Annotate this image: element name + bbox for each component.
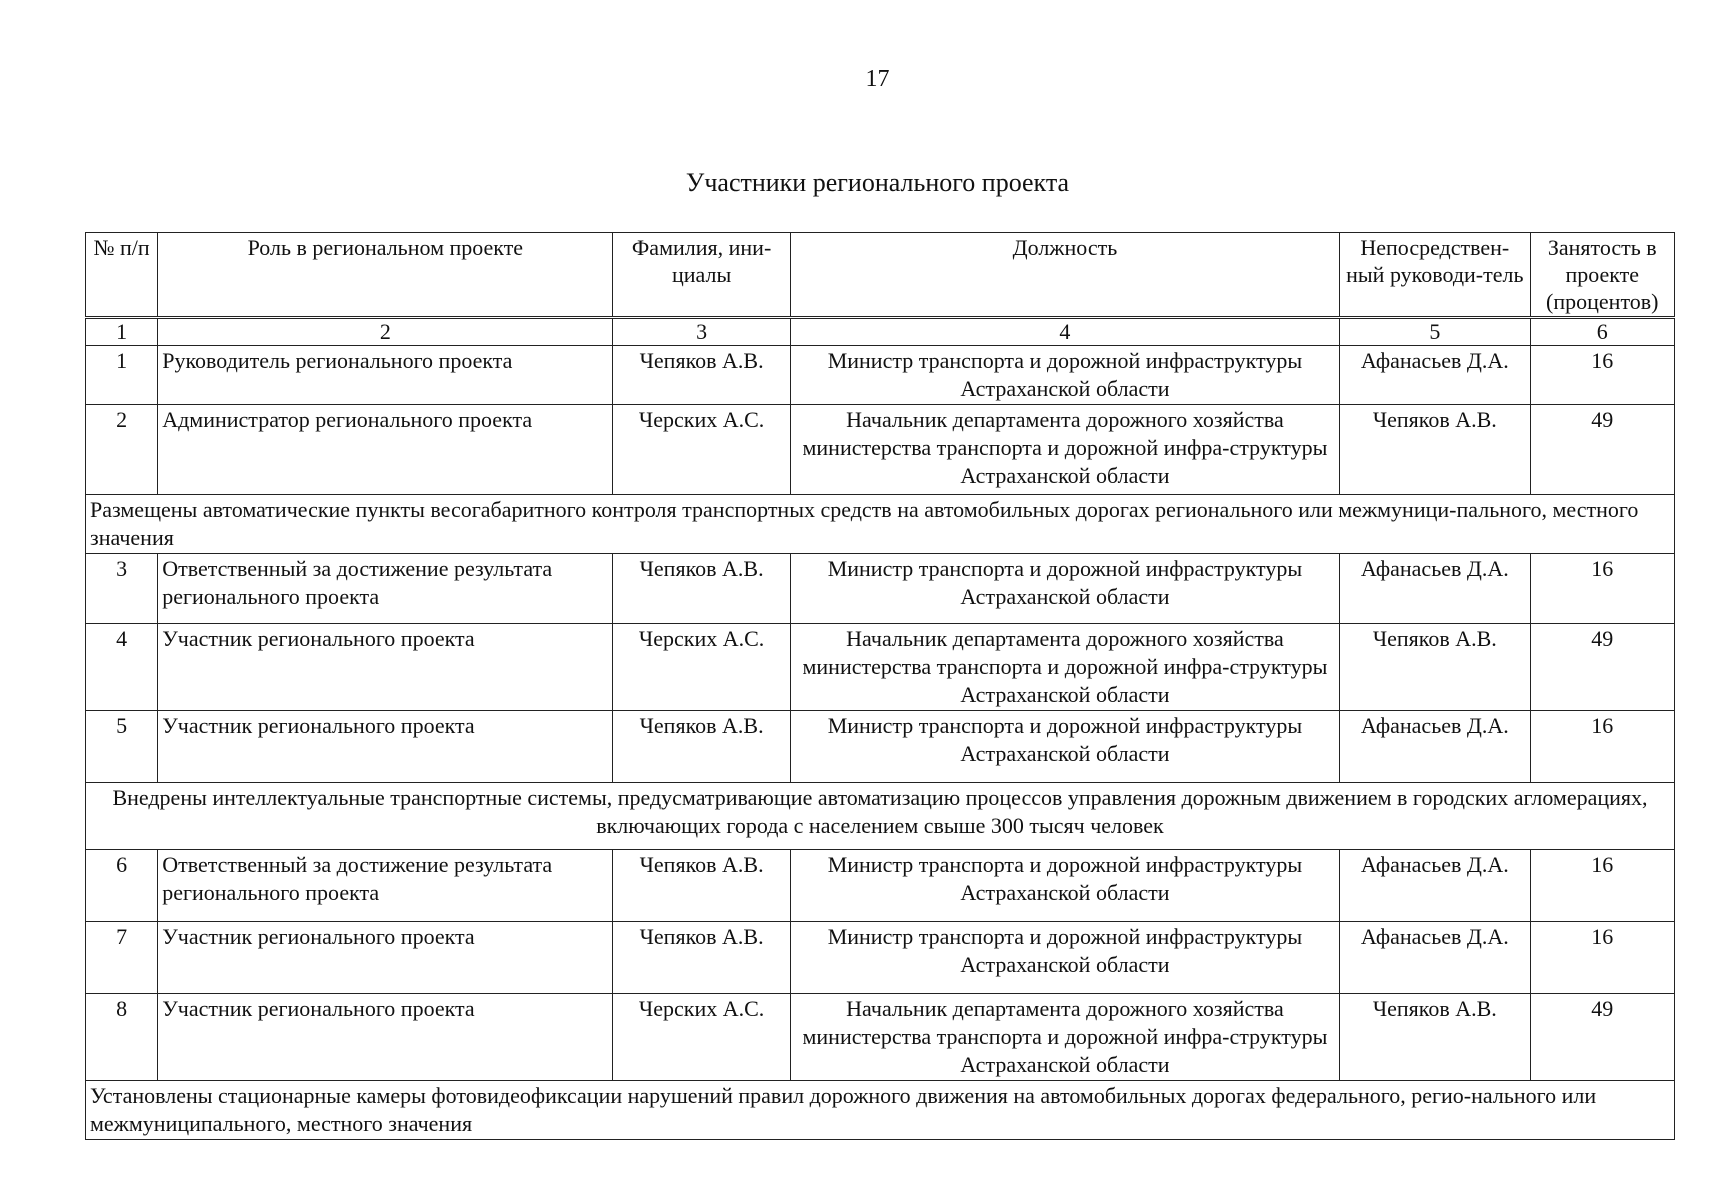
section-heading: Размещены автоматические пункты весогабаритного контроля транспортных средств на автомобильных дорогах регионального или межмуници-пального, местного значения	[86, 495, 1675, 554]
row-load: 16	[1530, 711, 1674, 783]
header-role: Роль в региональном проекте	[158, 233, 613, 318]
column-number: 2	[158, 318, 613, 346]
row-manager: Чепяков А.В.	[1340, 994, 1530, 1081]
row-load: 49	[1530, 624, 1674, 711]
row-manager: Афанасьев Д.А.	[1340, 850, 1530, 922]
row-number: 4	[86, 624, 158, 711]
row-position: Министр транспорта и дорожной инфраструктуры Астраханской области	[790, 922, 1339, 994]
column-number: 6	[1530, 318, 1674, 346]
table-row	[86, 850, 1675, 922]
section-row	[86, 783, 1675, 850]
participants-table	[85, 232, 1675, 1140]
row-number: 2	[86, 405, 158, 495]
column-number: 4	[790, 318, 1339, 346]
row-name: Чепяков А.В.	[613, 850, 790, 922]
row-role: Участник регионального проекта	[158, 711, 613, 783]
row-position: Министр транспорта и дорожной инфраструктуры Астраханской области	[790, 850, 1339, 922]
row-number: 7	[86, 922, 158, 994]
row-number: 3	[86, 554, 158, 624]
header-position: Должность	[790, 233, 1339, 318]
header-name: Фамилия, ини-циалы	[613, 233, 790, 318]
row-number: 8	[86, 994, 158, 1081]
row-manager: Чепяков А.В.	[1340, 405, 1530, 495]
row-name: Чепяков А.В.	[613, 922, 790, 994]
row-position: Начальник департамента дорожного хозяйства министерства транспорта и дорожной инфра-структуры Астраханской области	[790, 624, 1339, 711]
row-load: 49	[1530, 994, 1674, 1081]
section-heading: Внедрены интеллектуальные транспортные системы, предусматривающие автоматизацию процессов управления дорожным движением в городских агломерациях, включающих города с населением свыше 300 тысяч человек	[86, 783, 1675, 850]
table-row	[86, 994, 1675, 1081]
section-heading: Установлены стационарные камеры фотовидеофиксации нарушений правил дорожного движения на автомобильных дорогах федерального, регио-нального или межмуниципального, местного значения	[86, 1081, 1675, 1140]
row-role: Участник регионального проекта	[158, 922, 613, 994]
column-number-row	[86, 318, 1675, 346]
header-manager: Непосредствен-ный руководи-тель	[1340, 233, 1530, 318]
table-row	[86, 711, 1675, 783]
table-row	[86, 346, 1675, 405]
row-name: Чепяков А.В.	[613, 346, 790, 405]
row-load: 16	[1530, 922, 1674, 994]
row-role: Участник регионального проекта	[158, 994, 613, 1081]
section-row	[86, 1081, 1675, 1140]
column-number: 5	[1340, 318, 1530, 346]
header-load: Занятость в проекте (процентов)	[1530, 233, 1674, 318]
table-row	[86, 405, 1675, 495]
column-number: 3	[613, 318, 790, 346]
row-manager: Афанасьев Д.А.	[1340, 711, 1530, 783]
column-number: 1	[86, 318, 158, 346]
row-name: Черских А.С.	[613, 994, 790, 1081]
row-load: 16	[1530, 554, 1674, 624]
row-position: Министр транспорта и дорожной инфраструктуры Астраханской области	[790, 554, 1339, 624]
row-role: Руководитель регионального проекта	[158, 346, 613, 405]
row-number: 6	[86, 850, 158, 922]
table-row	[86, 624, 1675, 711]
row-name: Черских А.С.	[613, 405, 790, 495]
row-position: Начальник департамента дорожного хозяйства министерства транспорта и дорожной инфра-структуры Астраханской области	[790, 994, 1339, 1081]
section-row	[86, 495, 1675, 554]
page-title: Участники регионального проекта	[685, 168, 1070, 197]
page-number: 17	[865, 66, 890, 92]
row-role: Ответственный за достижение результата регионального проекта	[158, 554, 613, 624]
row-load: 16	[1530, 346, 1674, 405]
row-role: Ответственный за достижение результата регионального проекта	[158, 850, 613, 922]
row-position: Начальник департамента дорожного хозяйства министерства транспорта и дорожной инфра-структуры Астраханской области	[790, 405, 1339, 495]
row-name: Черских А.С.	[613, 624, 790, 711]
table-row	[86, 922, 1675, 994]
row-position: Министр транспорта и дорожной инфраструктуры Астраханской области	[790, 346, 1339, 405]
row-manager: Чепяков А.В.	[1340, 624, 1530, 711]
row-load: 49	[1530, 405, 1674, 495]
row-name: Чепяков А.В.	[613, 554, 790, 624]
row-role: Администратор регионального проекта	[158, 405, 613, 495]
row-number: 1	[86, 346, 158, 405]
row-position: Министр транспорта и дорожной инфраструктуры Астраханской области	[790, 711, 1339, 783]
row-name: Чепяков А.В.	[613, 711, 790, 783]
row-manager: Афанасьев Д.А.	[1340, 346, 1530, 405]
header-number: № п/п	[86, 233, 158, 318]
row-role: Участник регионального проекта	[158, 624, 613, 711]
row-manager: Афанасьев Д.А.	[1340, 554, 1530, 624]
row-manager: Афанасьев Д.А.	[1340, 922, 1530, 994]
row-load: 16	[1530, 850, 1674, 922]
row-number: 5	[86, 711, 158, 783]
table-row	[86, 554, 1675, 624]
table-header-row	[86, 233, 1675, 318]
